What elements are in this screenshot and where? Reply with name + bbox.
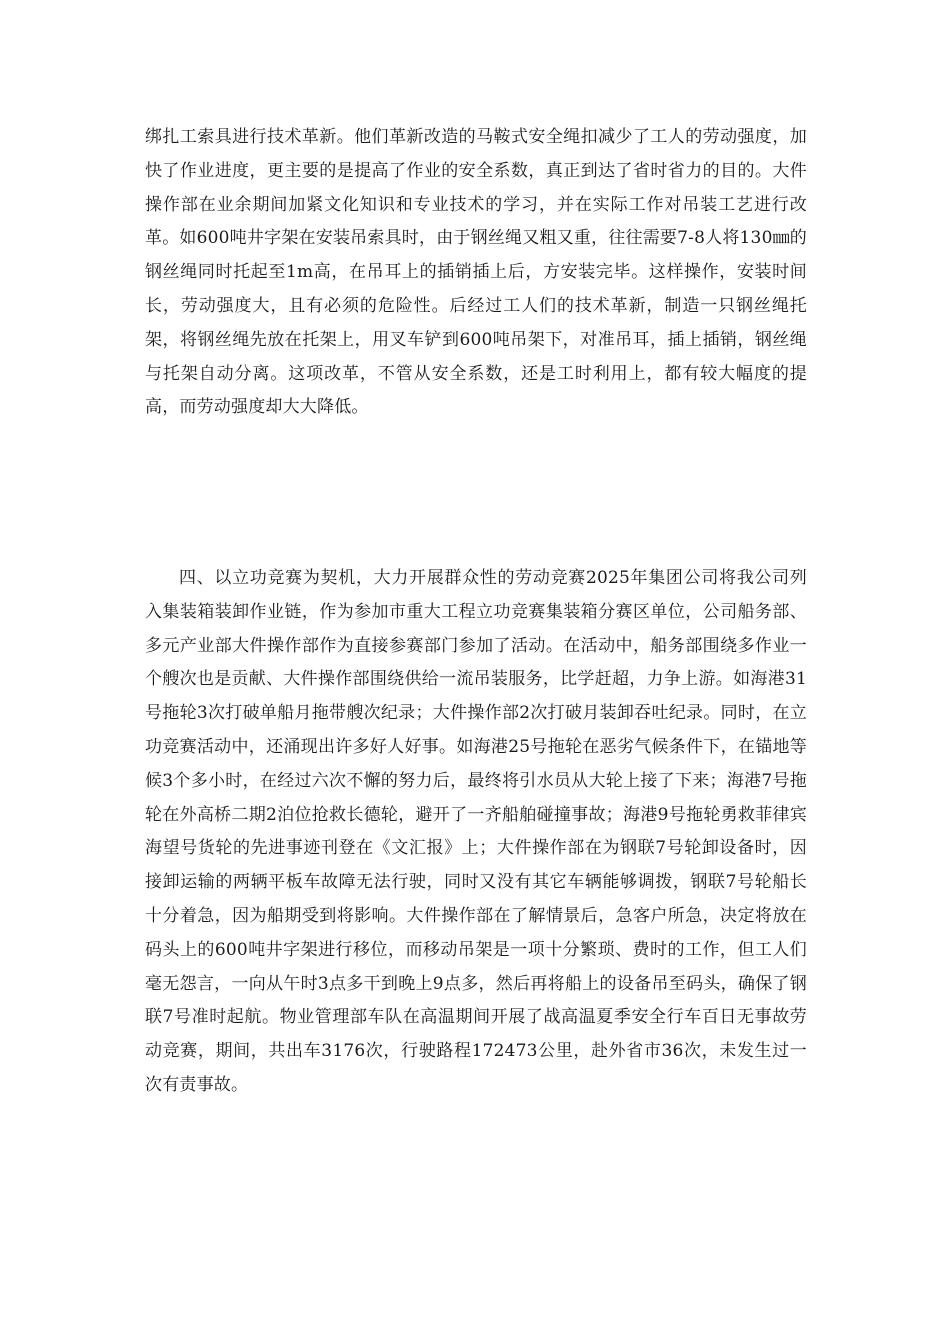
body-paragraph-technical-innovation: 绑扎工索具进行技术革新。他们革新改造的马鞍式安全绳扣减少了工人的劳动强度，加快了作业进度，更主要的是提高了作业的安全系数，真正到达了省时省力的目的。大件操作部在业余期间加紧文化知识和专业技术的学习，并在实际工作对吊装工艺进行改革。如600吨井字架在安装吊索具时，由于钢丝绳又粗又重，往往需要7-8人将130㎜的钢丝绳同时托起至1m高，在吊耳上的插销插上后，方安装完毕。这样操作，安装时间长，劳动强度大，且有必须的危险性。后经过工人们的技术革新，制造一只钢丝绳托架，将钢丝绳先放在托架上，用叉车铲到600吨吊架下，对准吊耳，插上插销，钢丝绳与托架自动分离。这项改革，不管从安全系数，还是工时利用上，都有较大幅度的提高，而劳动强度却大大降低。 xyxy=(145,127,807,418)
body-paragraph-labor-competition: 四、以立功竞赛为契机，大力开展群众性的劳动竞赛2025年集团公司将我公司列入集装箱装卸作业链，作为参加市重大工程立功竞赛集装箱分赛区单位，公司船务部、多元产业部大件操作部作为直接参赛部门参加了活动。在活动中，船务部围绕多作业一个艘次也是贡献、大件操作部围绕供给一流吊装服务，比学赶超，力争上游。如海港31号拖轮3次打破单船月拖带艘次纪录；大件操作部2次打破月装卸吞吐纪录。同时，在立功竞赛活动中，还涌现出许多好人好事。如海港25号拖轮在恶劣气候条件下，在锚地等候3个多小时，在经过六次不懈的努力后，最终将引水员从大轮上接了下来；海港7号拖轮在外高桥二期2泊位抢救长德轮，避开了一齐船舶碰撞事故；海港9号拖轮勇救菲律宾海望号货轮的先进事迹刊登在《文汇报》上；大件操作部在为钢联7号轮卸设备时，因接卸运输的两辆平板车故障无法行驶，同时又没有其它车辆能够调拨，钢联7号轮船长十分着急，因为船期受到将影响。大件操作部在了解情景后，急客户所急，决定将放在码头上的600吨井字架进行移位，而移动吊架是一项十分繁琐、费时的工作，但工人们毫无怨言，一向从午时3点多干到晚上9点多，然后再将船上的设备吊至码头，确保了钢联7号准时起航。物业管理部车队在高温期间开展了战高温夏季安全行车百日无事故劳动竞赛，期间，共出车3176次，行驶路程172473公里，赴外省市36次，未发生过一次有责事故。 xyxy=(145,568,807,1095)
